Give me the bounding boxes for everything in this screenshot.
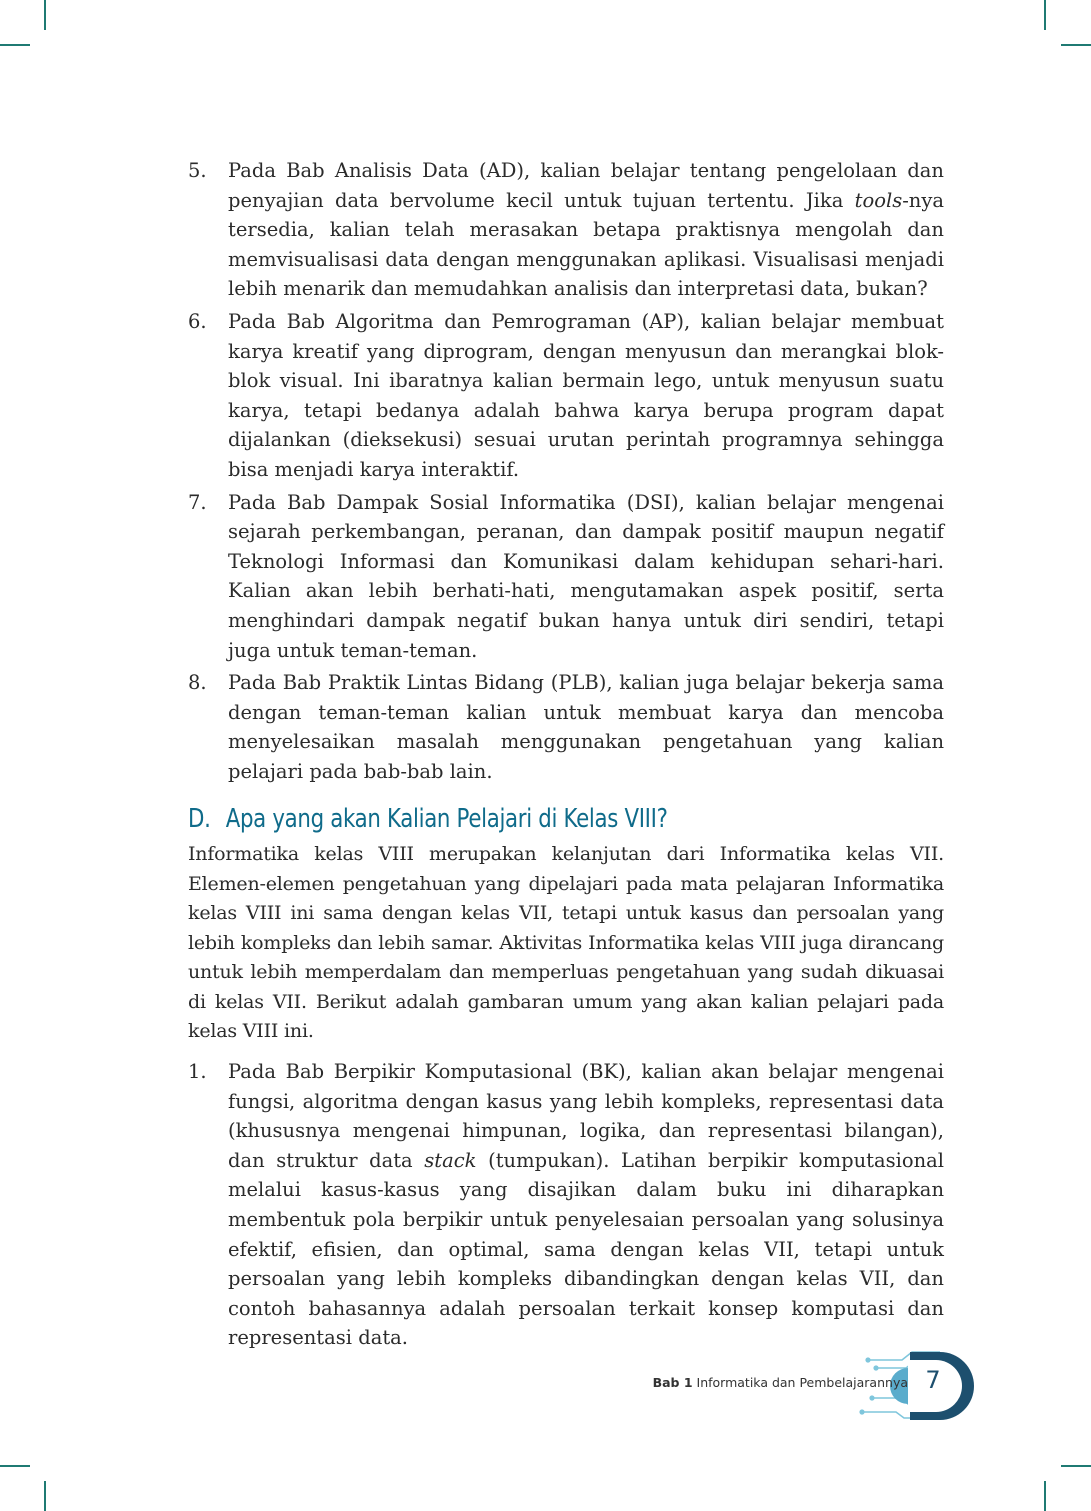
list-lead: Pada Bab [228,490,326,514]
chapter-label: Bab 1 [652,1375,693,1390]
page-number: 7 [925,1366,941,1394]
section-title: Apa yang akan Kalian Pelajari di Kelas VIII? [225,804,668,835]
list-number: 7. [188,490,207,514]
list-item [188,307,944,485]
chapter-list-grade8 [188,1057,944,1353]
list-number: 8. [188,671,207,695]
list-text [228,488,944,666]
list-body-cont: (tumpukan). Latihan berpikir komputasional melalui kasus-kasus yang disajikan dalam buku ini diharapkan membentuk pola berpikir untuk penyelesaian persoalan yang solusinya efektif, efisien, dan optimal, sama dengan kelas VII, tetapi untuk persoalan yang lebih kompleks dibandingkan dengan kelas VII, dan contoh bahasannya adalah persoalan terkait konsep komputasi dan representasi data. [228,1148,945,1350]
list-number: 6. [188,309,207,333]
list-item [188,1057,944,1353]
crop-mark-br-h [1061,1465,1091,1467]
list-body: Analisis Data (AD), kalian belajar tentang pengelolaan dan penyajian data bervolume kecil untuk tujuan tertentu. Jika [228,159,944,212]
crop-mark-tl-h [0,44,30,46]
list-text [228,668,944,786]
section-heading [188,802,808,836]
list-text [228,156,944,304]
crop-mark-tl-v [44,0,46,30]
list-item [188,668,944,786]
running-footer [653,1375,908,1390]
list-body: Dampak Sosial Informatika (DSI), kalian belajar mengenai sejarah perkembangan, peranan, dan dampak positif maupun negatif Teknologi Informasi dan Komunikasi dalam kehidupan sehari-hari. Kalian akan lebih berhati-hati, mengutamakan aspek positif, serta menghindari dampak negatif bukan hanya untuk diri sendiri, tetapi juga untuk teman-teman. [228,490,944,662]
list-italic: tools [854,188,903,212]
crop-mark-br-v [1044,1481,1046,1511]
crop-mark-tr-v [1044,0,1046,30]
crop-mark-tr-h [1061,44,1091,46]
list-item [188,488,944,666]
list-text [228,307,944,485]
crop-mark-bl-h [0,1465,30,1467]
page-footer [640,1348,990,1423]
list-item [188,156,944,304]
list-lead: Pada Bab [228,159,325,182]
list-text [228,1057,944,1353]
chapter-title: Informatika dan Pembelajarannya [696,1375,908,1390]
list-body-cont: -nya tersedia, kalian telah merasakan betapa praktisnya mengolah dan memvisualisasi data dengan menggunakan aplikasi. Visualisasi menjadi lebih menarik dan memudahkan analisis dan interpretasi data, bukan? [228,188,944,301]
section-intro: Informatika kelas VIII merupakan kelanjutan dari Informatika kelas VII. Elemen-elemen pengetahuan yang dipelajari pada mata pelajaran Informatika kelas VIII ini sama dengan kelas VII, tetapi untuk kasus dan persoalan yang lebih kompleks dan lebih samar. Aktivitas Informatika kelas VIII juga dirancang untuk lebih memperdalam dan memperluas pengetahuan yang sudah dikuasai di kelas VII. Berikut adalah gambaran umum yang akan kalian pelajari pada kelas VIII ini. [188,843,944,1043]
section-letter: D. [188,804,211,835]
list-body: Algoritma dan Pemrograman (AP), kalian belajar membuat karya kreatif yang diprogram, dengan menyusun dan merangkai blok-blok visual. Ini ibaratnya kalian bermain lego, untuk menyusun suatu karya, tetapi bedanya adalah bahwa karya berupa program dapat dijalankan (dieksekusi) sesuai urutan perintah programnya sehingga bisa menjadi karya interaktif. [228,309,944,481]
chapter-list-grade7 [188,156,944,786]
list-lead: Pada Bab [228,309,326,333]
list-lead: Pada Bab [228,671,322,695]
crop-mark-bl-v [44,1481,46,1511]
list-body: Pada Bab Berpikir Komputasional (BK), kalian akan belajar mengenai fungsi, algoritma dengan kasus yang lebih kompleks, representasi data (khususnya mengenai himpunan, logika, dan representasi bilangan), dan struktur data [228,1059,944,1172]
page-body [188,156,944,1356]
list-number: 5. [188,159,207,182]
list-italic: stack [424,1148,477,1172]
list-body: Praktik Lintas Bidang (PLB), kalian juga belajar bekerja sama dengan teman-teman kalian untuk membuat karya dan mencoba menyelesaikan masalah menggunakan pengetahuan yang kalian pelajari pada bab-bab lain. [228,671,944,783]
list-number: 1. [188,1059,207,1083]
